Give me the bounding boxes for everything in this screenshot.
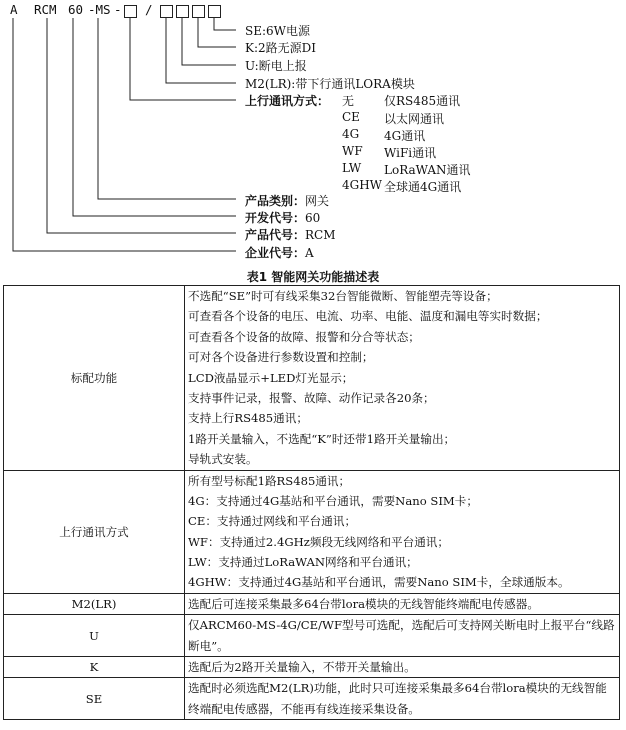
row-value <box>185 657 620 678</box>
table-row <box>4 615 620 657</box>
product-value: RCM <box>305 228 336 242</box>
legend-category <box>245 192 329 209</box>
dev-value: 60 <box>305 211 321 225</box>
row-line: 所有型号标配1路RS485通讯； <box>188 473 351 488</box>
legend-m2: M2(LR):带下行通讯LORA模块 <box>245 77 415 91</box>
product-label: 产品代号： <box>245 228 306 242</box>
row-line: 4G：支持通过4G基站和平台通讯，需要Nano SIM卡； <box>188 493 478 508</box>
row-line: 支持上行RS485通讯； <box>188 411 308 426</box>
company-label: 企业代号： <box>245 246 306 260</box>
row-value <box>185 615 620 657</box>
legend-u: U:断电上报 <box>245 59 307 73</box>
row-value <box>185 470 620 593</box>
uplink-desc: LoRaWAN通讯 <box>384 163 471 177</box>
legend-k: K:2路无源DI <box>245 41 317 55</box>
row-key: 标配功能 <box>4 286 185 471</box>
row-line: 导轨式安装。 <box>188 452 258 467</box>
row-value <box>185 678 620 720</box>
uplink-desc: 4G通讯 <box>384 129 426 143</box>
row-key: K <box>4 657 185 678</box>
code-series: -MS <box>88 2 111 17</box>
uplink-desc: 全球通4G通讯 <box>384 180 462 194</box>
code-product: RCM <box>34 2 57 17</box>
legend-product <box>245 226 336 243</box>
table-row <box>4 593 620 614</box>
legend-dev <box>245 209 320 226</box>
table-caption: 表1 智能网关功能描述表 <box>246 270 380 284</box>
uplink-code: CE <box>342 110 360 124</box>
row-key: M2(LR) <box>4 593 185 614</box>
company-value: A <box>305 246 314 260</box>
row-line: WF：支持通过2.4GHz频段无线网络和平台通讯； <box>188 534 449 549</box>
row-value <box>185 593 620 614</box>
row-line: LCD液晶显示+LED灯光显示； <box>188 370 354 385</box>
uplink-desc: 仅RS485通讯 <box>384 94 461 108</box>
table-row <box>4 678 620 720</box>
row-line: LW：支持通过LoRaWAN网络和平台通讯； <box>188 555 418 570</box>
legend-uplink-title: 上行通讯方式： <box>245 94 330 108</box>
row-line: 可查看各个设备的电压、电流、功率、电能、温度和漏电等实时数据； <box>188 309 548 324</box>
category-value: 网关 <box>305 194 330 208</box>
dev-label: 开发代号： <box>245 211 306 225</box>
category-label: 产品类别： <box>245 194 306 208</box>
row-line: 选配后为2路开关量输入，不带开关量输出。 <box>188 660 416 675</box>
uplink-code: WF <box>342 144 363 158</box>
row-line: CE：支持通过网线和平台通讯； <box>188 514 357 529</box>
row-line: 4GHW：支持通过4G基站和平台通讯，需要Nano SIM卡，全球通版本。 <box>188 575 570 590</box>
table-row <box>4 657 620 678</box>
uplink-code: LW <box>342 161 362 175</box>
row-line: 选配时必须选配M2(LR)功能，此时只可连接采集最多64台带lora模块的无线智能终端配电传感器，不能再有线连接采集设备。 <box>188 681 607 716</box>
row-key: 上行通讯方式 <box>4 470 185 593</box>
code-dash: - <box>114 2 122 17</box>
legend-company <box>245 244 314 261</box>
row-line: 选配后可连接采集最多64台带lora模块的无线智能终端配电传感器。 <box>188 596 539 611</box>
legend-se: SE:6W电源 <box>245 24 310 38</box>
uplink-code: 4GHW <box>342 178 383 192</box>
row-line: 可对各个设备进行参数设置和控制； <box>188 350 374 365</box>
row-line: 1路开关量输入，不选配“K”时还带1路开关量输出； <box>188 431 456 446</box>
row-key: U <box>4 615 185 657</box>
row-line: 可查看各个设备的故障、报警和分合等状态； <box>188 329 420 344</box>
table-row <box>4 470 620 593</box>
uplink-desc: WiFi通讯 <box>384 146 437 160</box>
row-line: 仅ARCM60-MS-4G/CE/WF型号可选配，选配后可支持网关断电时上报平台“线路断电”。 <box>188 618 615 653</box>
table-row <box>4 286 620 471</box>
row-line: 支持事件记录，报警、故障、动作记录各20条； <box>188 390 435 405</box>
uplink-code: 4G <box>342 127 360 141</box>
uplink-desc: 以太网通讯 <box>384 112 445 126</box>
function-table <box>3 285 620 720</box>
code-company: A <box>10 2 18 17</box>
row-value <box>185 286 620 471</box>
row-key: SE <box>4 678 185 720</box>
uplink-code: 无 <box>342 94 355 108</box>
row-line: 不选配“SE”时可有线采集32台智能微断、智能塑壳等设备； <box>188 289 498 303</box>
code-slash: / <box>145 2 153 17</box>
code-dev: 60 <box>68 2 84 17</box>
